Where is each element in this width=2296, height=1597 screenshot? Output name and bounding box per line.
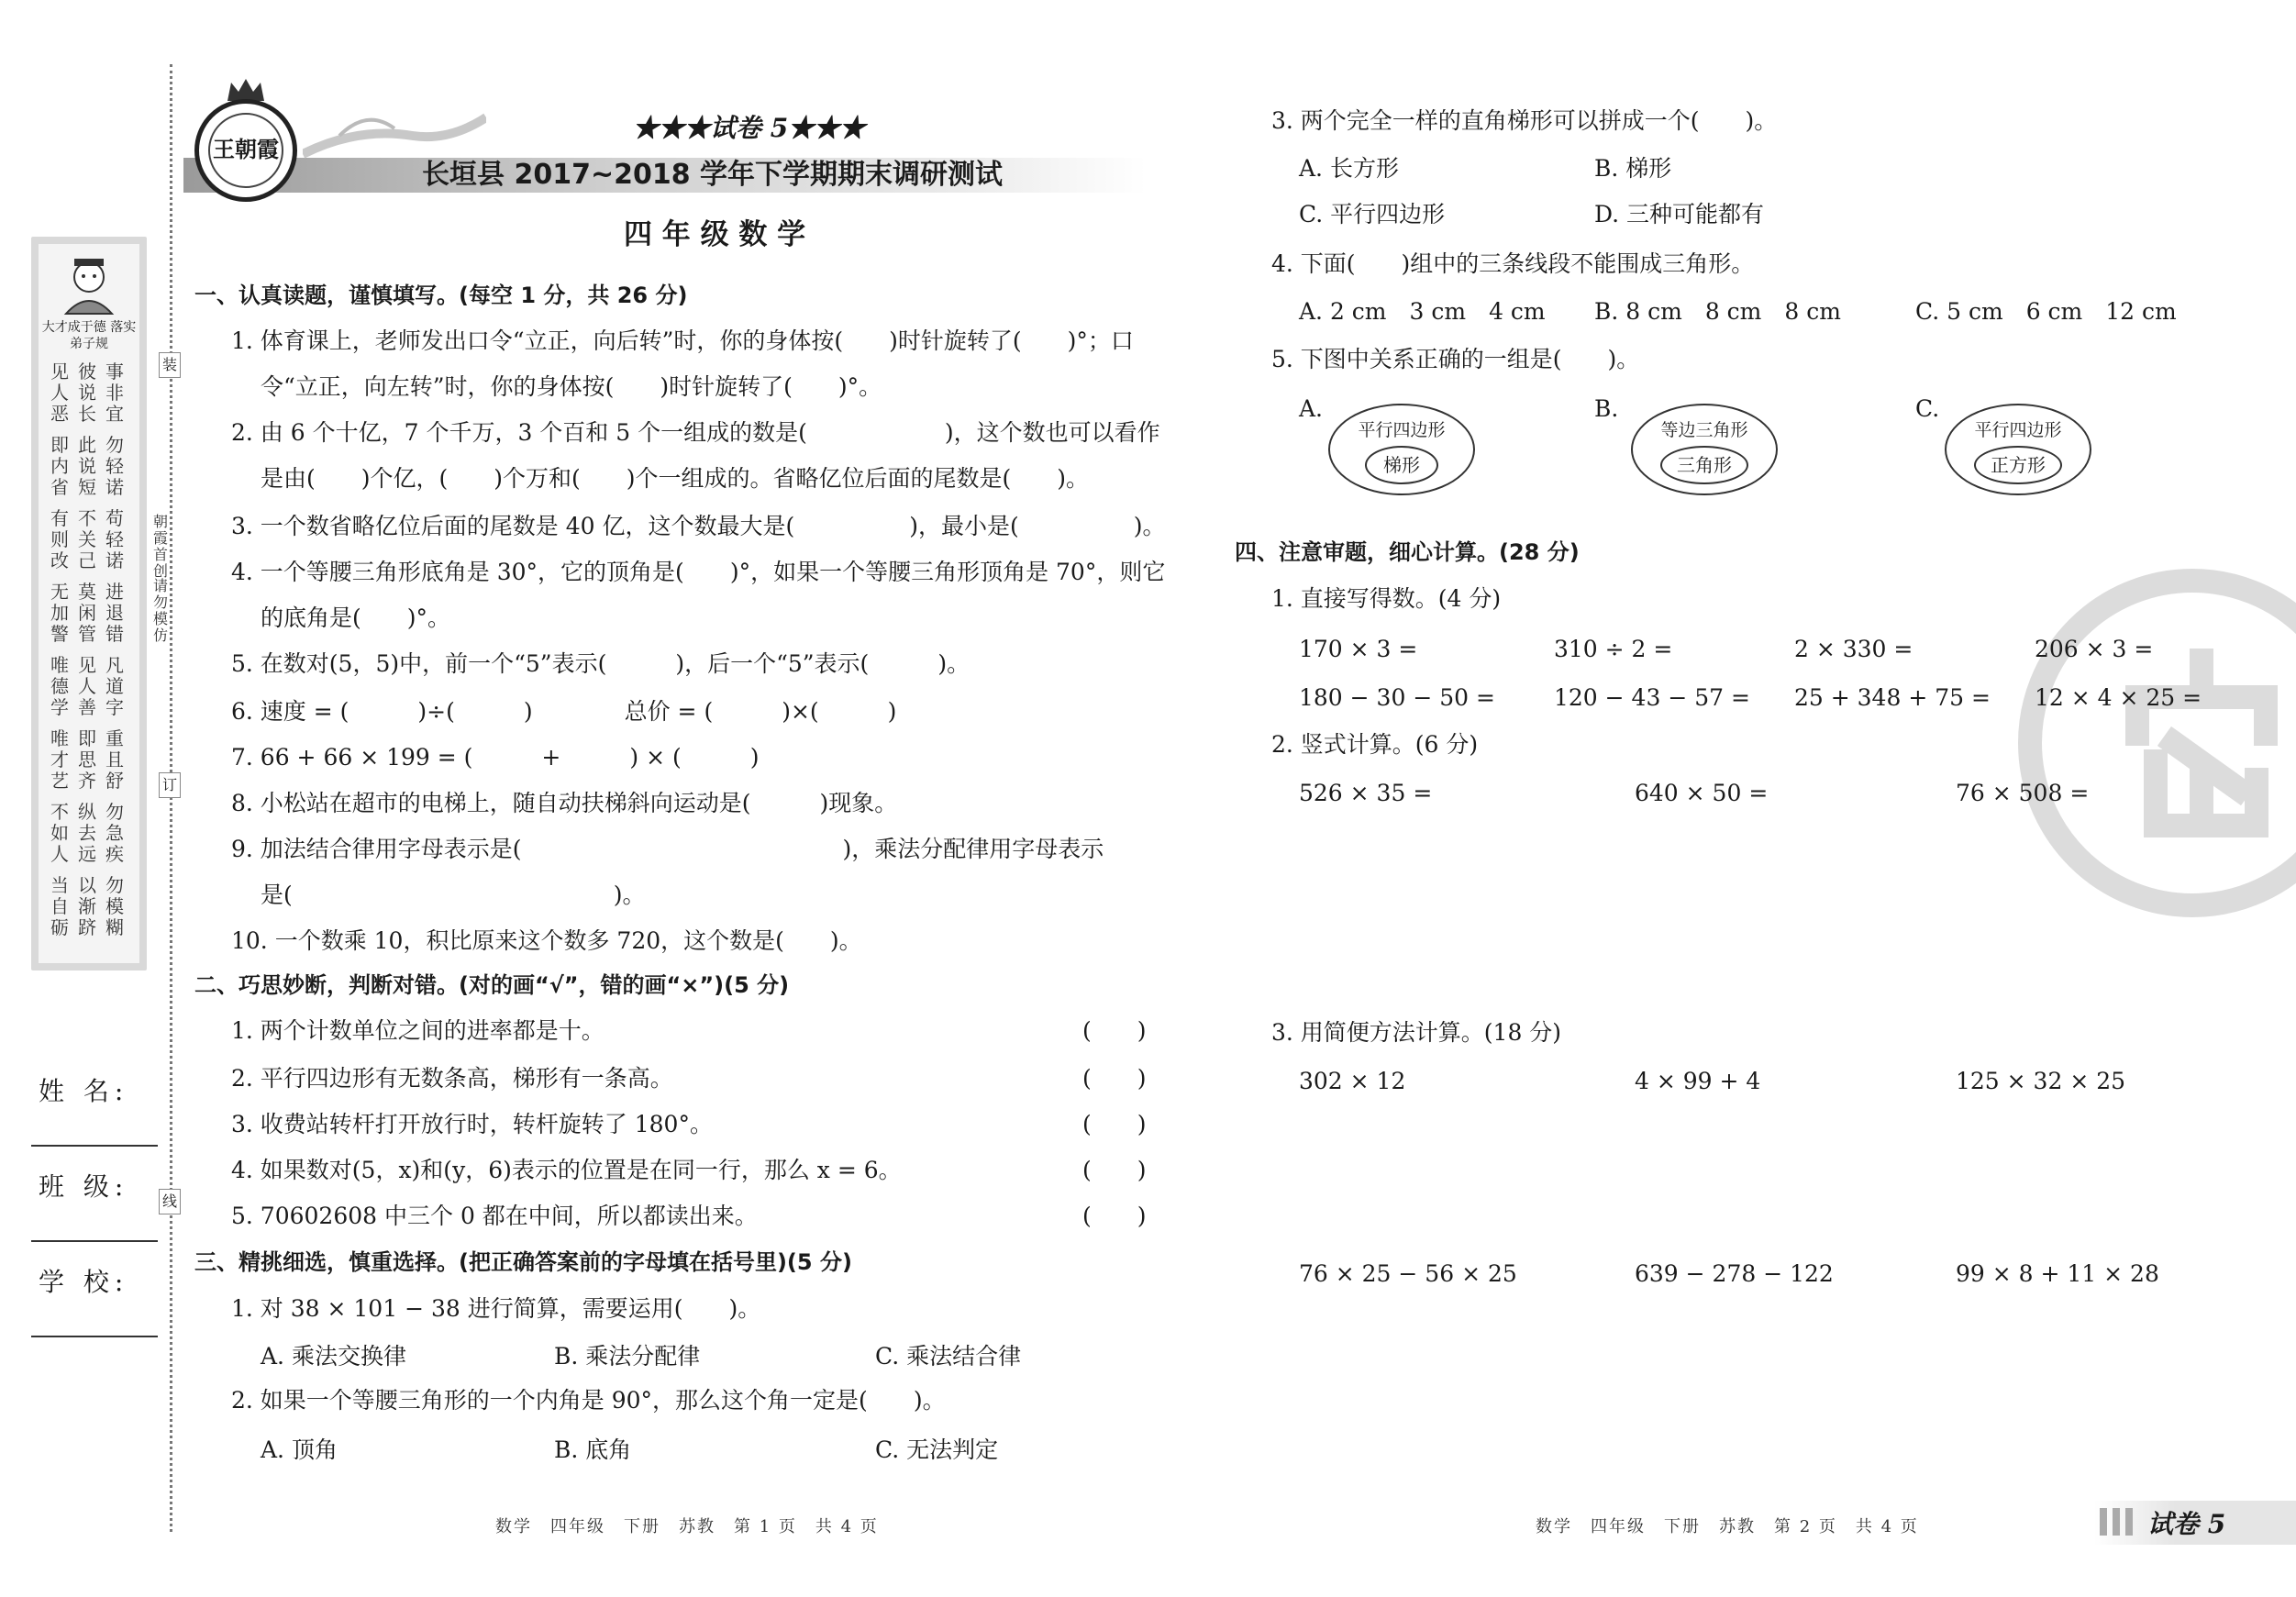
s4-p1-r1-c4: 206 × 3 =	[2035, 636, 2154, 662]
motto-phrase: 彼说长	[78, 360, 96, 425]
s4-p1-r2-c2: 120 − 43 − 57 =	[1554, 684, 1750, 711]
s3-q3-stem: 3. 两个完全一样的直角梯形可以拼成一个( )。	[1271, 107, 1778, 134]
s1-question-line: 10. 一个数乘 10，积比原来这个数多 720，这个数是( )。	[231, 927, 862, 954]
s4-p1-r2-c1: 180 − 30 − 50 =	[1299, 684, 1495, 711]
s3-q3-option-b: B. 梯形	[1594, 155, 1672, 182]
s1-question-line: 8. 小松站在超市的电梯上，随自动扶梯斜向运动是( )现象。	[231, 790, 898, 816]
s1-question-line: 令“立正，向左转”时，你的身体按( )时针旋转了( )°。	[261, 373, 882, 400]
motto-phrase: 有则改	[50, 507, 69, 571]
s2-answer-blank[interactable]: ( )	[1082, 1203, 1147, 1229]
s3-q1-option-c: C. 乘法结合律	[875, 1343, 1022, 1370]
venn-a-outer-label: 平行四边形	[1358, 420, 1446, 440]
s1-question-line: 1. 体育课上，老师发出口令“立正，向后转”时，你的身体按( )时针旋转了( )°；口	[231, 327, 1134, 354]
s3-q5-option-a: A.	[1299, 395, 1324, 422]
motto-phrase: 此说短	[78, 434, 96, 498]
motto-phrase: 勿轻诺	[105, 434, 124, 498]
school-label: 学 校:	[39, 1267, 129, 1297]
s4-p1-r1-c3: 2 × 330 =	[1794, 636, 1913, 662]
motto-phrase: 以渐跻	[78, 874, 96, 938]
motto-phrase: 不如人	[50, 801, 69, 865]
s4-p3-r2-c1: 76 × 25 − 56 × 25	[1299, 1260, 1517, 1287]
s3-q4-option-a: A. 2 cm 3 cm 4 cm	[1299, 298, 1546, 325]
motto-phrase: 勿模糊	[105, 874, 124, 938]
motto-phrase: 凡道字	[105, 654, 124, 718]
s1-question-line: 3. 一个数省略亿位后面的尾数是 40 亿，这个数最大是( )，最小是( )。	[231, 513, 1166, 539]
section-3-heading: 三、精挑细选，慎重选择。(把正确答案前的字母填在括号里)(5 分)	[194, 1249, 852, 1275]
s1-question-line: 是( )。	[261, 882, 646, 908]
s1-question-line: 4. 一个等腰三角形底角是 30°，它的顶角是( )°，如果一个等腰三角形顶角是 70°，则它	[231, 559, 1166, 585]
s1-question-line: 7. 66 + 66 × 199 = ( + ) × ( )	[231, 744, 760, 771]
motto-phrase: 苟轻诺	[105, 507, 124, 571]
school-field[interactable]	[31, 1336, 158, 1337]
s3-q5-stem: 5. 下图中关系正确的一组是( )。	[1271, 346, 1640, 372]
s3-q1-option-b: B. 乘法分配律	[554, 1343, 701, 1370]
venn-a-outer	[1328, 404, 1475, 495]
s2-statement: 1. 两个计数单位之间的进率都是十。	[231, 1017, 605, 1044]
name-label: 姓 名:	[39, 1076, 129, 1106]
vertical-note-2: 请勿模仿	[152, 577, 168, 644]
s1-question-line: 的底角是( )°。	[261, 604, 451, 631]
binding-dotted-line	[170, 64, 172, 1532]
class-field[interactable]	[31, 1240, 158, 1242]
s2-answer-blank[interactable]: ( )	[1082, 1017, 1147, 1044]
exam-title: 长垣县 2017~2018 学年下学期期末调研测试	[422, 159, 1004, 191]
publisher-logo	[194, 99, 297, 202]
s3-q2-option-c: C. 无法判定	[875, 1436, 999, 1463]
logo-text: 王朝霞	[213, 136, 279, 162]
s2-statement: 3. 收费站转杆打开放行时，转杆旋转了 180°。	[231, 1111, 713, 1137]
motto-phrase: 进退错	[105, 581, 124, 645]
corner-pattern	[2100, 1508, 2136, 1536]
s4-p1-r1-c2: 310 ÷ 2 =	[1554, 636, 1673, 662]
venn-c-outer-label: 平行四边形	[1974, 420, 2062, 440]
s4-p1-r2-c4: 12 × 4 × 25 =	[2035, 684, 2202, 711]
binding-char-1: 装	[159, 352, 181, 378]
motto-phrase: 无加警	[50, 581, 69, 645]
s4-p2-c2: 640 × 50 =	[1635, 780, 1769, 806]
s2-answer-blank[interactable]: ( )	[1082, 1157, 1147, 1183]
s4-p3-r2-c3: 99 × 8 + 11 × 28	[1956, 1260, 2159, 1287]
motto-grid	[39, 361, 139, 958]
class-label: 班 级:	[39, 1171, 129, 1202]
s1-question-line: 是由( )个亿，( )个万和( )个一组成的。省略亿位后面的尾数是( )。	[261, 465, 1090, 492]
s1-question-line: 6. 速度 = ( )÷( ) 总价 = ( )×( )	[231, 698, 897, 725]
s4-p2-c3: 76 × 508 =	[1956, 780, 2090, 806]
motto-phrase: 勿急疾	[105, 801, 124, 865]
binding-char-2: 订	[159, 772, 181, 798]
motto-phrase: 唯才艺	[50, 727, 69, 792]
venn-b-outer	[1631, 404, 1778, 495]
vertical-note-1: 朝霞首创	[152, 513, 168, 580]
exam-subject: 四 年 级 数 学	[624, 218, 806, 251]
s3-q4-option-c: C. 5 cm 6 cm 12 cm	[1915, 298, 2177, 325]
s4-p1-title: 1. 直接写得数。(4 分)	[1271, 585, 1502, 612]
motto-phrase: 见人恶	[50, 360, 69, 425]
section-2-heading: 二、巧思妙断，判断对错。(对的画“√”，错的画“×”)(5 分)	[194, 972, 790, 998]
section-4-heading: 四、注意审题，细心计算。(28 分)	[1235, 539, 1580, 565]
motto-phrase: 即思齐	[78, 727, 96, 792]
s2-statement: 2. 平行四边形有无数条高，梯形有一条高。	[231, 1065, 673, 1092]
s3-q2-option-a: A. 顶角	[261, 1436, 338, 1463]
s3-q3-option-c: C. 平行四边形	[1299, 201, 1446, 227]
s3-q5-option-c: C.	[1915, 395, 1940, 422]
motto-phrase: 莫闲管	[78, 581, 96, 645]
s1-question-line: 2. 由 6 个十亿，7 个千万，3 个百和 5 个一组成的数是( )，这个数也可以看作	[231, 419, 1160, 446]
s2-statement: 4. 如果数对(5，x)和(y，6)表示的位置是在同一行，那么 x = 6。	[231, 1157, 902, 1183]
binding-char-3: 线	[159, 1189, 181, 1214]
paper-tag: ★★★试卷 5★★★	[633, 113, 866, 143]
motto-phrase: 见人善	[78, 654, 96, 718]
venn-c-outer	[1945, 404, 2091, 495]
s4-p1-r2-c3: 25 + 348 + 75 =	[1794, 684, 1991, 711]
s3-q4-stem: 4. 下面( )组中的三条线段不能围成三角形。	[1271, 250, 1755, 277]
s3-q5-option-b: B.	[1594, 395, 1619, 422]
s2-answer-blank[interactable]: ( )	[1082, 1065, 1147, 1092]
motto-phrase: 重且舒	[105, 727, 124, 792]
ribbon-icon	[303, 108, 486, 163]
scholar-figure-icon	[57, 251, 121, 316]
secret-seal-icon	[2101, 642, 2296, 844]
venn-b-inner: 三角形	[1660, 446, 1748, 484]
s3-q2-stem: 2. 如果一个等腰三角形的一个内角是 90°，那么这个角一定是( )。	[231, 1387, 946, 1414]
s4-p3-r1-c2: 4 × 99 + 4	[1635, 1068, 1761, 1094]
s3-q4-option-b: B. 8 cm 8 cm 8 cm	[1594, 298, 1841, 325]
page-2-footer: 数学 四年级 下册 苏教 第 2 页 共 4 页	[1536, 1517, 1919, 1536]
s3-q3-option-a: A. 长方形	[1299, 155, 1399, 182]
motto-panel	[39, 244, 139, 963]
motto-phrase: 即内省	[50, 434, 69, 498]
s4-p3-r1-c1: 302 × 12	[1299, 1068, 1406, 1094]
motto-phrase: 当自砺	[50, 874, 69, 938]
s1-question-line: 5. 在数对(5，5)中，前一个“5”表示( )，后一个“5”表示( )。	[231, 650, 971, 677]
s1-question-line: 9. 加法结合律用字母表示是( )，乘法分配律用字母表示	[231, 836, 1104, 862]
s2-answer-blank[interactable]: ( )	[1082, 1111, 1147, 1137]
s2-statement: 5. 70602608 中三个 0 都在中间，所以都读出来。	[231, 1203, 758, 1229]
name-field[interactable]	[31, 1145, 158, 1147]
venn-c-inner: 正方形	[1974, 446, 2062, 484]
venn-b-outer-label: 等边三角形	[1660, 420, 1748, 440]
s4-p3-r1-c3: 125 × 32 × 25	[1956, 1068, 2126, 1094]
s4-p2-title: 2. 竖式计算。(6 分)	[1271, 731, 1479, 758]
sidebar-banner: 大才成于德 落实弟子规	[41, 320, 137, 351]
s3-q1-stem: 1. 对 38 × 101 − 38 进行简算，需要运用( )。	[231, 1295, 761, 1322]
s3-q2-option-b: B. 底角	[554, 1436, 632, 1463]
motto-phrase: 纵去远	[78, 801, 96, 865]
s4-p3-title: 3. 用简便方法计算。(18 分)	[1271, 1019, 1562, 1046]
motto-phrase: 唯德学	[50, 654, 69, 718]
page-1-footer: 数学 四年级 下册 苏教 第 1 页 共 4 页	[495, 1517, 879, 1536]
s4-p3-r2-c2: 639 − 278 − 122	[1635, 1260, 1834, 1287]
venn-a-inner: 梯形	[1365, 446, 1438, 484]
corner-tag-text: 试卷 5	[2147, 1509, 2226, 1539]
s4-p1-r1-c1: 170 × 3 =	[1299, 636, 1418, 662]
motto-phrase: 事非宜	[105, 360, 124, 425]
s3-q1-option-a: A. 乘法交换律	[261, 1343, 406, 1370]
s3-q3-option-d: D. 三种可能都有	[1594, 201, 1765, 227]
s4-p2-c1: 526 × 35 =	[1299, 780, 1433, 806]
motto-phrase: 不关己	[78, 507, 96, 571]
corner-paper-tag	[2094, 1501, 2296, 1545]
section-1-heading: 一、认真读题，谨慎填写。(每空 1 分，共 26 分)	[194, 283, 688, 308]
motto-sidebar	[31, 237, 147, 970]
